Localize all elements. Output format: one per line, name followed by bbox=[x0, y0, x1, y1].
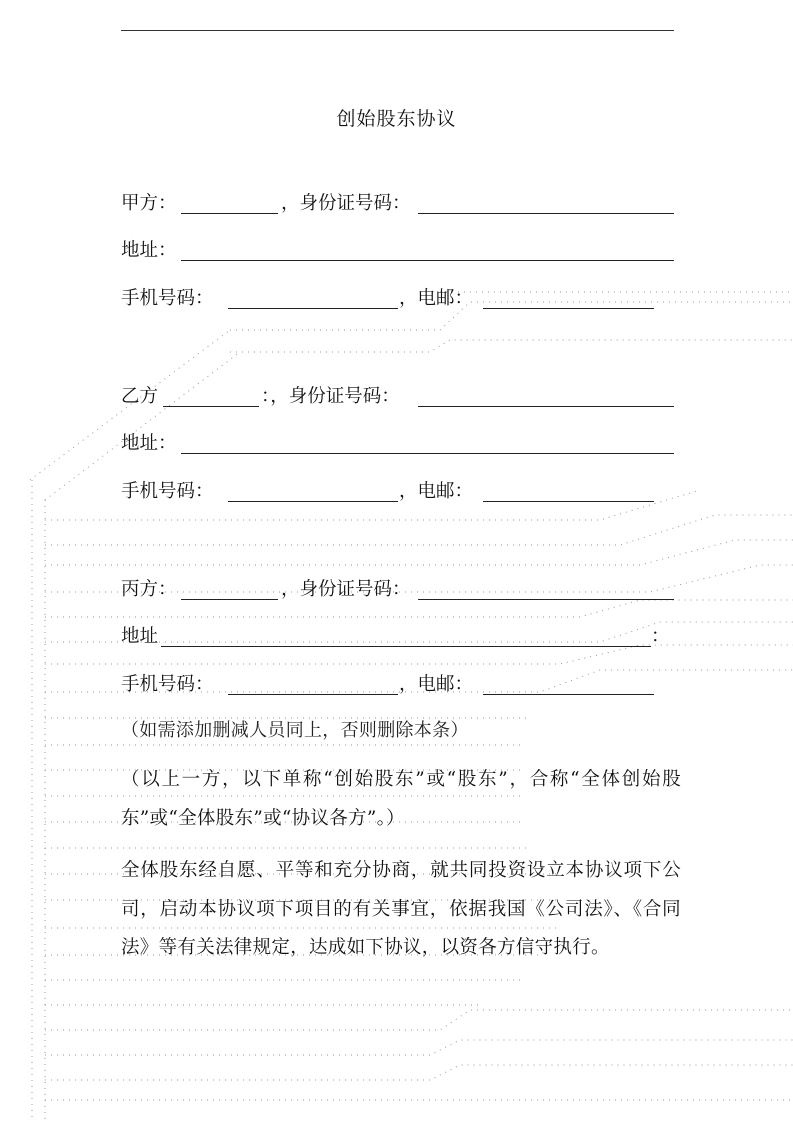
party-a-address-blank[interactable] bbox=[181, 260, 674, 261]
party-b-phone-blank[interactable] bbox=[228, 501, 398, 502]
party-a-id-blank[interactable] bbox=[418, 213, 674, 214]
party-c-id-label: ，身份证号码： bbox=[281, 579, 411, 600]
party-a-contact-row bbox=[121, 281, 681, 311]
instruction-note: （如需添加删减人员同上，否则删除本条） bbox=[121, 720, 469, 741]
party-b-name-blank[interactable] bbox=[163, 406, 259, 407]
party-c-label: 丙方： bbox=[121, 579, 177, 600]
party-c-contact-row bbox=[121, 667, 681, 697]
party-c-email-blank[interactable] bbox=[483, 694, 654, 695]
party-c-id-blank[interactable] bbox=[418, 599, 674, 600]
party-b-label: 乙方 bbox=[121, 386, 159, 407]
party-c-phone-blank[interactable] bbox=[228, 694, 398, 695]
party-c-phone-label: 手机号码： bbox=[121, 674, 214, 695]
party-a-id-label: ，身份证号码： bbox=[281, 193, 411, 214]
party-a-phone-label: 手机号码： bbox=[121, 288, 214, 309]
party-b-address-label: 地址： bbox=[121, 433, 177, 454]
party-b-id-blank[interactable] bbox=[418, 406, 674, 407]
party-b-phone-label: 手机号码： bbox=[121, 481, 214, 502]
party-c-address-blank[interactable] bbox=[161, 646, 651, 647]
party-b-email-label: ，电邮： bbox=[399, 481, 474, 502]
party-a-email-label: ，电邮： bbox=[399, 288, 474, 309]
party-c-address-label: 地址 bbox=[121, 626, 159, 647]
document-title: 创始股东协议 bbox=[336, 108, 457, 130]
party-c-email-label: ，电邮： bbox=[399, 674, 474, 695]
party-a-address-row bbox=[121, 233, 681, 263]
party-a-address-label: 地址： bbox=[121, 240, 177, 261]
definition-paragraph: （以上一方，以下单称“创始股东”或“股东”，合称“全体创始股东”或“全体股东”或“协议各方”。） bbox=[121, 769, 681, 829]
party-b-address-blank[interactable] bbox=[181, 453, 674, 454]
party-b-address-row bbox=[121, 426, 681, 456]
intro-paragraph: 全体股东经自愿、平等和充分协商，就共同投资设立本协议项下公司，启动本协议项下项目的有关事宜，依据我国《公司法》、《合同法》等有关法律规定，达成如下协议，以资各方信守执行。 bbox=[121, 860, 681, 958]
party-b-id-label: ：，身份证号码： bbox=[261, 386, 400, 407]
header-rule bbox=[121, 30, 674, 31]
party-a-label: 甲方： bbox=[121, 193, 177, 214]
party-b-email-blank[interactable] bbox=[483, 501, 654, 502]
party-a-phone-blank[interactable] bbox=[228, 308, 398, 309]
party-b-name-row bbox=[121, 379, 681, 409]
party-c-name-blank[interactable] bbox=[181, 599, 278, 600]
party-b-contact-row bbox=[121, 474, 681, 504]
party-a-email-blank[interactable] bbox=[483, 308, 654, 309]
party-c-address-row bbox=[121, 619, 681, 649]
party-c-name-row bbox=[121, 572, 681, 602]
party-a-name-blank[interactable] bbox=[181, 213, 278, 214]
party-a-name-row bbox=[121, 186, 681, 216]
party-c-address-colon: ： bbox=[651, 626, 670, 647]
